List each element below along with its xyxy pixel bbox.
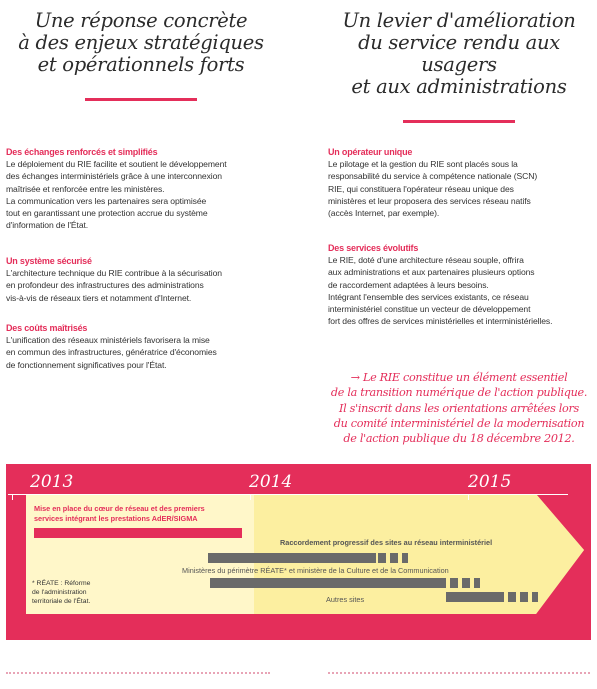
right-column — [328, 0, 590, 446]
phase2a-bar — [450, 578, 458, 588]
timeline-axis — [8, 494, 568, 495]
highlight-statement: → Le RIE constitue un élément essentiel de la transition numérique de l'action publique. Il s'inscrit dans les orientations arrêtées lors du comité interministériel de la modernisation de l'action publique du 18 décembre 2012. — [330, 371, 588, 446]
year-2015: 2015 — [468, 472, 512, 492]
year-tick — [250, 494, 251, 500]
section-title: Des échanges renforcés et simplifiés — [6, 147, 158, 157]
phase2a-bar — [462, 578, 470, 588]
timeline-panel — [6, 464, 591, 640]
year-2013: 2013 — [30, 472, 74, 492]
phase2b-bar — [532, 592, 538, 602]
year-tick — [12, 494, 13, 500]
phase1-label: Mise en place du cœur de réseau et des premiers services intégrant les prestations AdER/SIGMA — [34, 504, 205, 523]
phase2b-bar — [520, 592, 528, 602]
reate-footnote: * RÉATE : Réforme de l'administration territoriale de l'État. — [32, 580, 91, 605]
left-column — [6, 0, 276, 370]
section-costs — [6, 322, 276, 371]
phase2b-bar — [446, 592, 504, 602]
section-title: Des coûts maîtrisés — [6, 323, 88, 333]
section-title: Un système sécurisé — [6, 256, 92, 266]
phase1-bar — [34, 528, 242, 538]
phase2b-bar — [508, 592, 516, 602]
phase2a-label: Ministères du périmètre RÉATE* et ministère de la Culture et de la Communication — [182, 566, 449, 575]
right-dotted-divider — [328, 672, 590, 678]
section-operator — [328, 146, 590, 219]
section-body: Le pilotage et la gestion du RIE sont placés sous la responsabilité du service à compétence nationale (SCN) RIE, qui constituera l'opérateur réseau unique des ministères et leur proposera des services réseau natifs (accès Internet, par exemple). — [328, 159, 538, 219]
left-dotted-divider — [6, 672, 270, 678]
section-body: Le déploiement du RIE facilite et soutient le développement des échanges interministériels grâce à une interconnexion maîtrisée et renforcée entre les ministères. La communication vers les partenaires sera optimisée tout en garantissant une protection accrue du système d'information de l'État. — [6, 159, 227, 231]
section-services — [328, 242, 590, 327]
right-heading-rule — [403, 120, 515, 123]
left-heading: Une réponse concrète à des enjeux stratégiques et opérationnels forts — [18, 9, 264, 76]
section-security — [6, 255, 276, 304]
phase2b-label: Autres sites — [326, 595, 365, 604]
phase2-bar — [208, 553, 376, 563]
right-heading: Un levier d'amélioration du service rendu aux usagers et aux administrations — [342, 9, 576, 98]
section-body: L'architecture technique du RIE contribue à la sécurisation en profondeur des infrastructures des administrations vis-à-vis de réseaux tiers et notamment d'Internet. — [6, 268, 222, 303]
phase2a-bar — [474, 578, 480, 588]
section-exchanges — [6, 146, 276, 231]
year-2014: 2014 — [249, 472, 293, 492]
phase2-bar — [402, 553, 408, 563]
left-heading-rule — [85, 98, 197, 101]
phase2a-bar — [210, 578, 446, 588]
phase2-bar — [390, 553, 398, 563]
year-tick — [468, 494, 469, 500]
section-title: Un opérateur unique — [328, 147, 413, 157]
phase2-label: Raccordement progressif des sites au réseau interministériel — [280, 538, 493, 547]
phase2-bar — [378, 553, 386, 563]
section-title: Des services évolutifs — [328, 243, 419, 253]
section-body: L'unification des réseaux ministériels favorisera la mise en commun des infrastructures, génératrice d'économies de fonctionnement significatives pour l'État. — [6, 335, 217, 370]
section-body: Le RIE, doté d'une architecture réseau souple, offrira aux administrations et aux partenaires plusieurs options de raccordement adaptées à leurs besoins. Intégrant l'ensemble des services existants, ce réseau interministériel constitue un vecteur de développement fort des offres de services ministérielles et interministérielles. — [328, 255, 553, 327]
